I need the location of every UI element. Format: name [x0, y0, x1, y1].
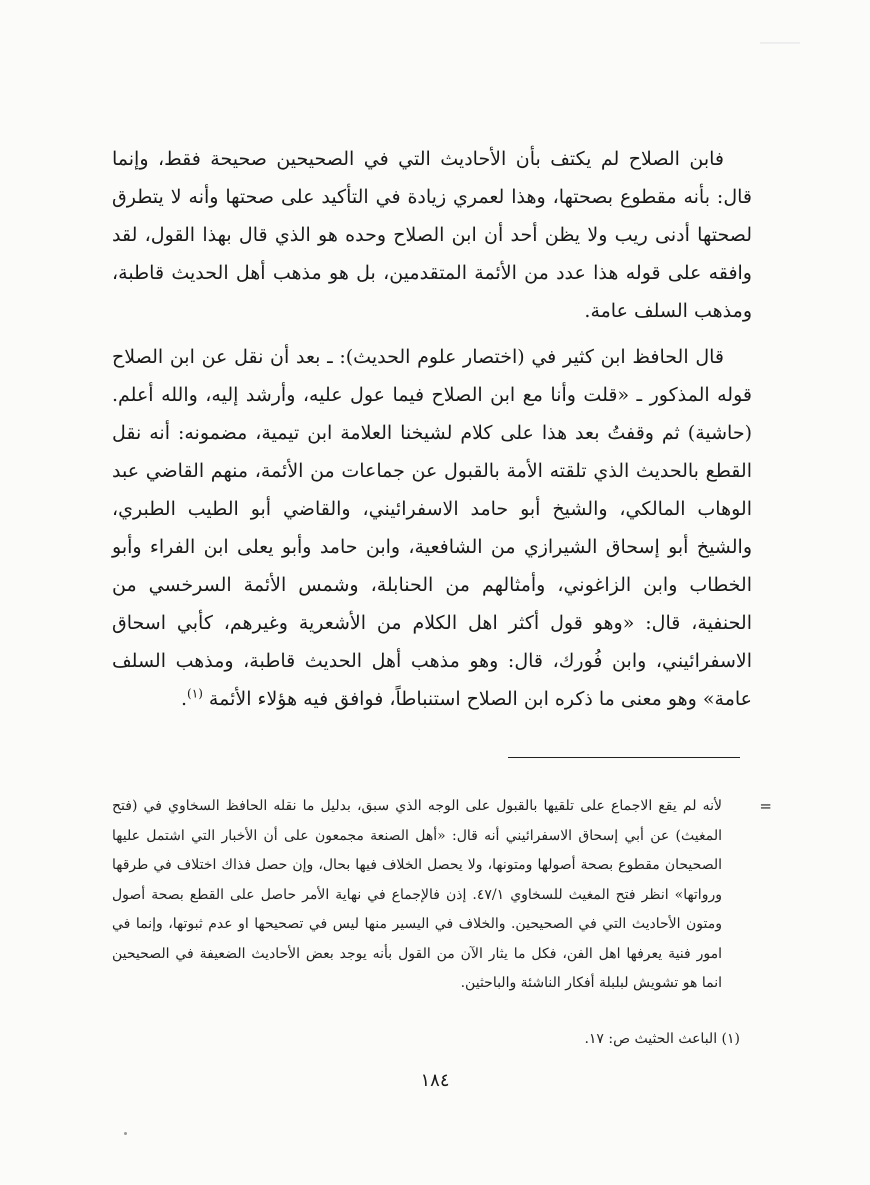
- continuation-marker: =: [759, 797, 772, 815]
- page-number: ١٨٤: [420, 1070, 450, 1091]
- footnote-divider: [508, 757, 740, 758]
- paragraph: فابن الصلاح لم يكتف بأن الأحاديث التي في الصحيحين صحيحة فقط، وإنما قال: بأنه مقطوع بصحتها، وهذا لعمري زيادة في التأكيد على صحتها وأنه لا يتطرق لصحتها أدنى ريب ولا يظن أحد أن ابن الصلاح وحده هو الذي قال بهذا القول، لقد وافقه على قوله هذا عدد من الأئمة المتقدمين، بل هو مذهب أهل الحديث قاطبة، ومذهب السلف عامة.: [112, 148, 752, 322]
- paragraph-text: قال الحافظ ابن كثير في (اختصار علوم الحديث): ـ بعد أن نقل عن ابن الصلاح قوله المذكور ـ «قلت وأنا مع ابن الصلاح فيما عول عليه، وأرشد إليه، والله أعلم. (حاشية) ثم وقفتُ بعد هذا على كلام لشيخنا العلامة ابن تيمية، مضمونه: أنه نقل القطع بالحديث الذي تلقته الأمة بالقبول عن جماعات من الأئمة، منهم القاضي عبد الوهاب المالكي، والشيخ أبو حامد الاسفرائيني، والقاضي أبو الطيب الطبري، والشيخ أبو إسحاق الشيرازي من الشافعية، وابن حامد وأبو يعلى ابن الفراء وأبو الخطاب وابن الزاغوني، وأمثالهم من الحنابلة، وشمس الأئمة السرخسي من الحنفية، قال: «وهو قول أكثر اهل الكلام من الأشعرية وغيرهم، كأبي اسحاق الاسفرائيني، وابن فُورك، قال: وهو مذهب أهل الحديث قاطبة، ومذهب السلف عامة» وهو معنى ما ذكره ابن الصلاح استنباطاً، فوافق فيه هؤلاء الأئمة: [112, 346, 752, 710]
- paragraph-end: .: [181, 688, 188, 710]
- footnote-1: (١) الباعث الحثيث ص: ١٧.: [584, 1030, 740, 1047]
- scan-smudge: [760, 42, 800, 44]
- footnote-continuation: [112, 792, 772, 999]
- scan-speck: [124, 1132, 127, 1135]
- paragraph: [112, 338, 752, 718]
- footnote-continuation-text: لأنه لم يقع الاجماع على تلقيها بالقبول على الوجه الذي سبق، بدليل ما نقله الحافظ السخاوي في (فتح المغيث) عن أبي إسحاق الاسفرائيني أنه قال: «أهل الصنعة مجمعون على أن الأخبار التي اشتمل عليها الصحيحان مقطوع بصحة أصولها ومتونها، ولا يحصل الخلاف فيها بحال، وإن حصل فذاك اختلاف في طرقها ورواتها» انظر فتح المغيث للسخاوي ٤٧/١. إذن فالإجماع في نهاية الأمر حاصل على القطع بصحة أصول ومتون الأحاديث التي في الصحيحين. والخلاف في اليسير منها ليس في تصحيحها او عدم ثبوتها، وإنما في امور فنية يعرفها اهل الفن، فكل ما يثار الآن من القول بأنه يوجد بعض الأحاديث الضعيفة في الصحيحين انما هو تشويش لبلبلة أفكار الناشئة والباحثين.: [112, 798, 722, 991]
- main-text: [112, 140, 752, 718]
- footnotes: [112, 792, 772, 1054]
- footnote-reference: (١): [187, 686, 203, 701]
